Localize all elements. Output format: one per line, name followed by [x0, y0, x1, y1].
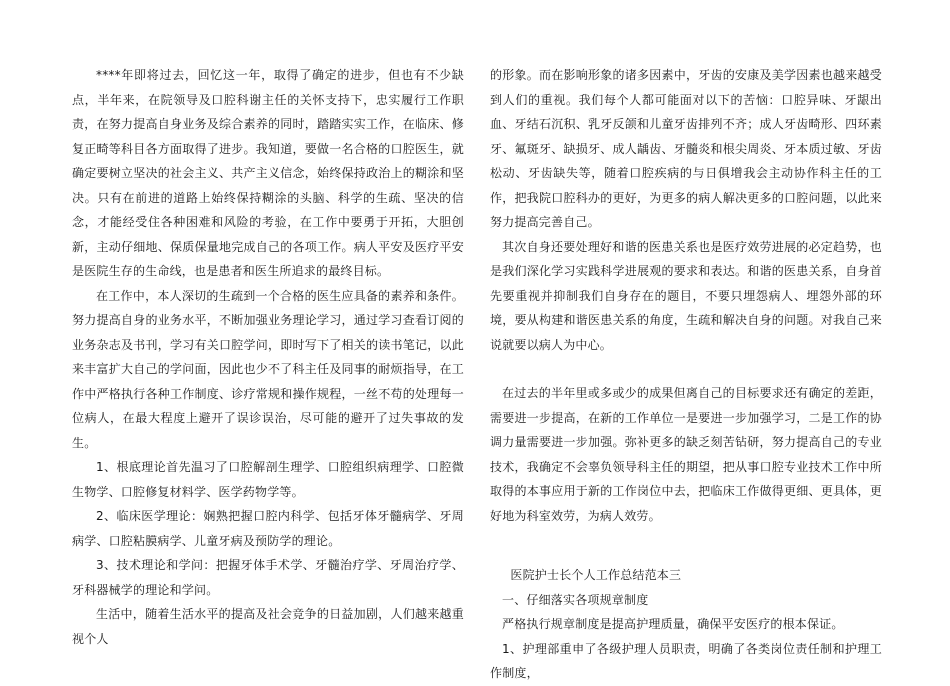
paragraph: ****年即将过去，回忆这一年，取得了确定的进步，但也有不少缺点，半年来，在院领导及口腔科谢主任的关怀支持下，忠实履行工作职责，在努力提高自身业务及综合素养的同时，踏踏实实工作，在临床、修复正畸等科目各方面取得了进步。我知道，要做一名合格的口腔医生，就确定要树立坚决的社会主义、共产主义信念，始终保持政治上的糊涂和坚决。只有在前进的道路上始终保持糊涂的头脑、科学的生疏、坚决的信念，才能经受住各种困难和风险的考验，在工作中要勇于开拓，大胆创新，主动仔细地、保质保量地完成自己的各项工作。病人平安及医疗平安是医院生存的生命线，也是患者和医生所追求的最终目标。: [72, 68, 464, 278]
paragraph: 其次自身还要处理好和谐的医患关系也是医疗效劳进展的必定趋势，也是我们深化学习实践科学进展观的要求和表达。和谐的医患关系，自身首先要重视并抑制我们自身存在的题目，不要只埋怨病人、埋怨外部的环境，要从构建和谐医患关系的角度，生疏和解决自身的问题。对我自己来说就要以病人为中心。: [490, 239, 882, 352]
list-item: 3、技术理论和学问：把握牙体手术学、牙髓治疗学、牙周治疗学、牙科器械学的理论和学问。: [72, 558, 464, 597]
paragraph: 在工作中，本人深切的生疏到一个合格的医生应具备的素养和条件。努力提高自身的业务水平，不断加强业务理论学习，通过学习查看订阅的业务杂志及书刊，学习有关口腔学问，即时写下了相关的读书笔记，以此来丰富扩大自己的学问面，因此也少不了科主任及同事的耐烦指导，在工作中严格执行各种工作制度、诊疗常规和操作规程，一丝不苟的处理每一位病人，在最大程度上避开了误诊误治，尽可能的避开了过失事故的发生。: [72, 288, 464, 450]
paragraph: 在过去的半年里或多或少的成果但离自己的目标要求还有确定的差距，需要进一步提高，在新的工作单位一是要进一步加强学习，二是工作的协调力量需要进一步加强。弥补更多的缺乏刻苦钻研，努力提高自己的专业技术，我确定不会辜负领导科主任的期望，把从事口腔专业技术工作中所取得的本事应用于新的工作岗位中去，把临床工作做得更细、更具体，更好地为科室效劳，为病人效劳。: [490, 386, 882, 523]
left-column: [72, 63, 464, 651]
spacer: [490, 357, 882, 381]
paragraph: 严格执行规章制度是提高护理质量，确保平安医疗的根本保证。: [502, 617, 844, 631]
list-item: 1、护理部重申了各级护理人员职责，明确了各类岗位责任制和护理工作制度，: [490, 641, 882, 680]
paragraph: 的形象。而在影响形象的诸多因素中，牙齿的安康及美学因素也越来越受到人们的重视。我们每个人都可能面对以下的苦恼：口腔异味、牙龈出血、牙结石沉积、乳牙反颌和儿童牙齿排列不齐；成人牙齿畸形、四环素牙、氟斑牙、缺损牙、成人龋齿、牙髓炎和根尖周炎、牙本质过敏、牙齿松动、牙齿缺失等，随着口腔疾病的与日俱增我会主动协作科主任的工作，把我院口腔科办的更好，为更多的病人解决更多的口腔问题，以此来努力提高完善自己。: [490, 68, 882, 229]
spacer: [490, 528, 882, 563]
list-item: 2、临床医学理论：娴熟把握口腔内科学、包括牙体牙髓病学、牙周病学、口腔粘膜病学、儿童牙病及预防学的理论。: [72, 509, 464, 548]
list-item: 1、根底理论首先温习了口腔解剖生理学、口腔组织病理学、口腔微生物学、口腔修复材料学、医学药物学等。: [72, 460, 464, 499]
section-heading: 一、仔细落实各项规章制度: [502, 592, 649, 607]
right-column: [490, 63, 882, 686]
paragraph: 生活中，随着生活水平的提高及社会竞争的日益加剧，人们越来越重视个人: [72, 607, 464, 646]
section-title: 医院护士长个人工作总结范本三: [510, 568, 682, 582]
